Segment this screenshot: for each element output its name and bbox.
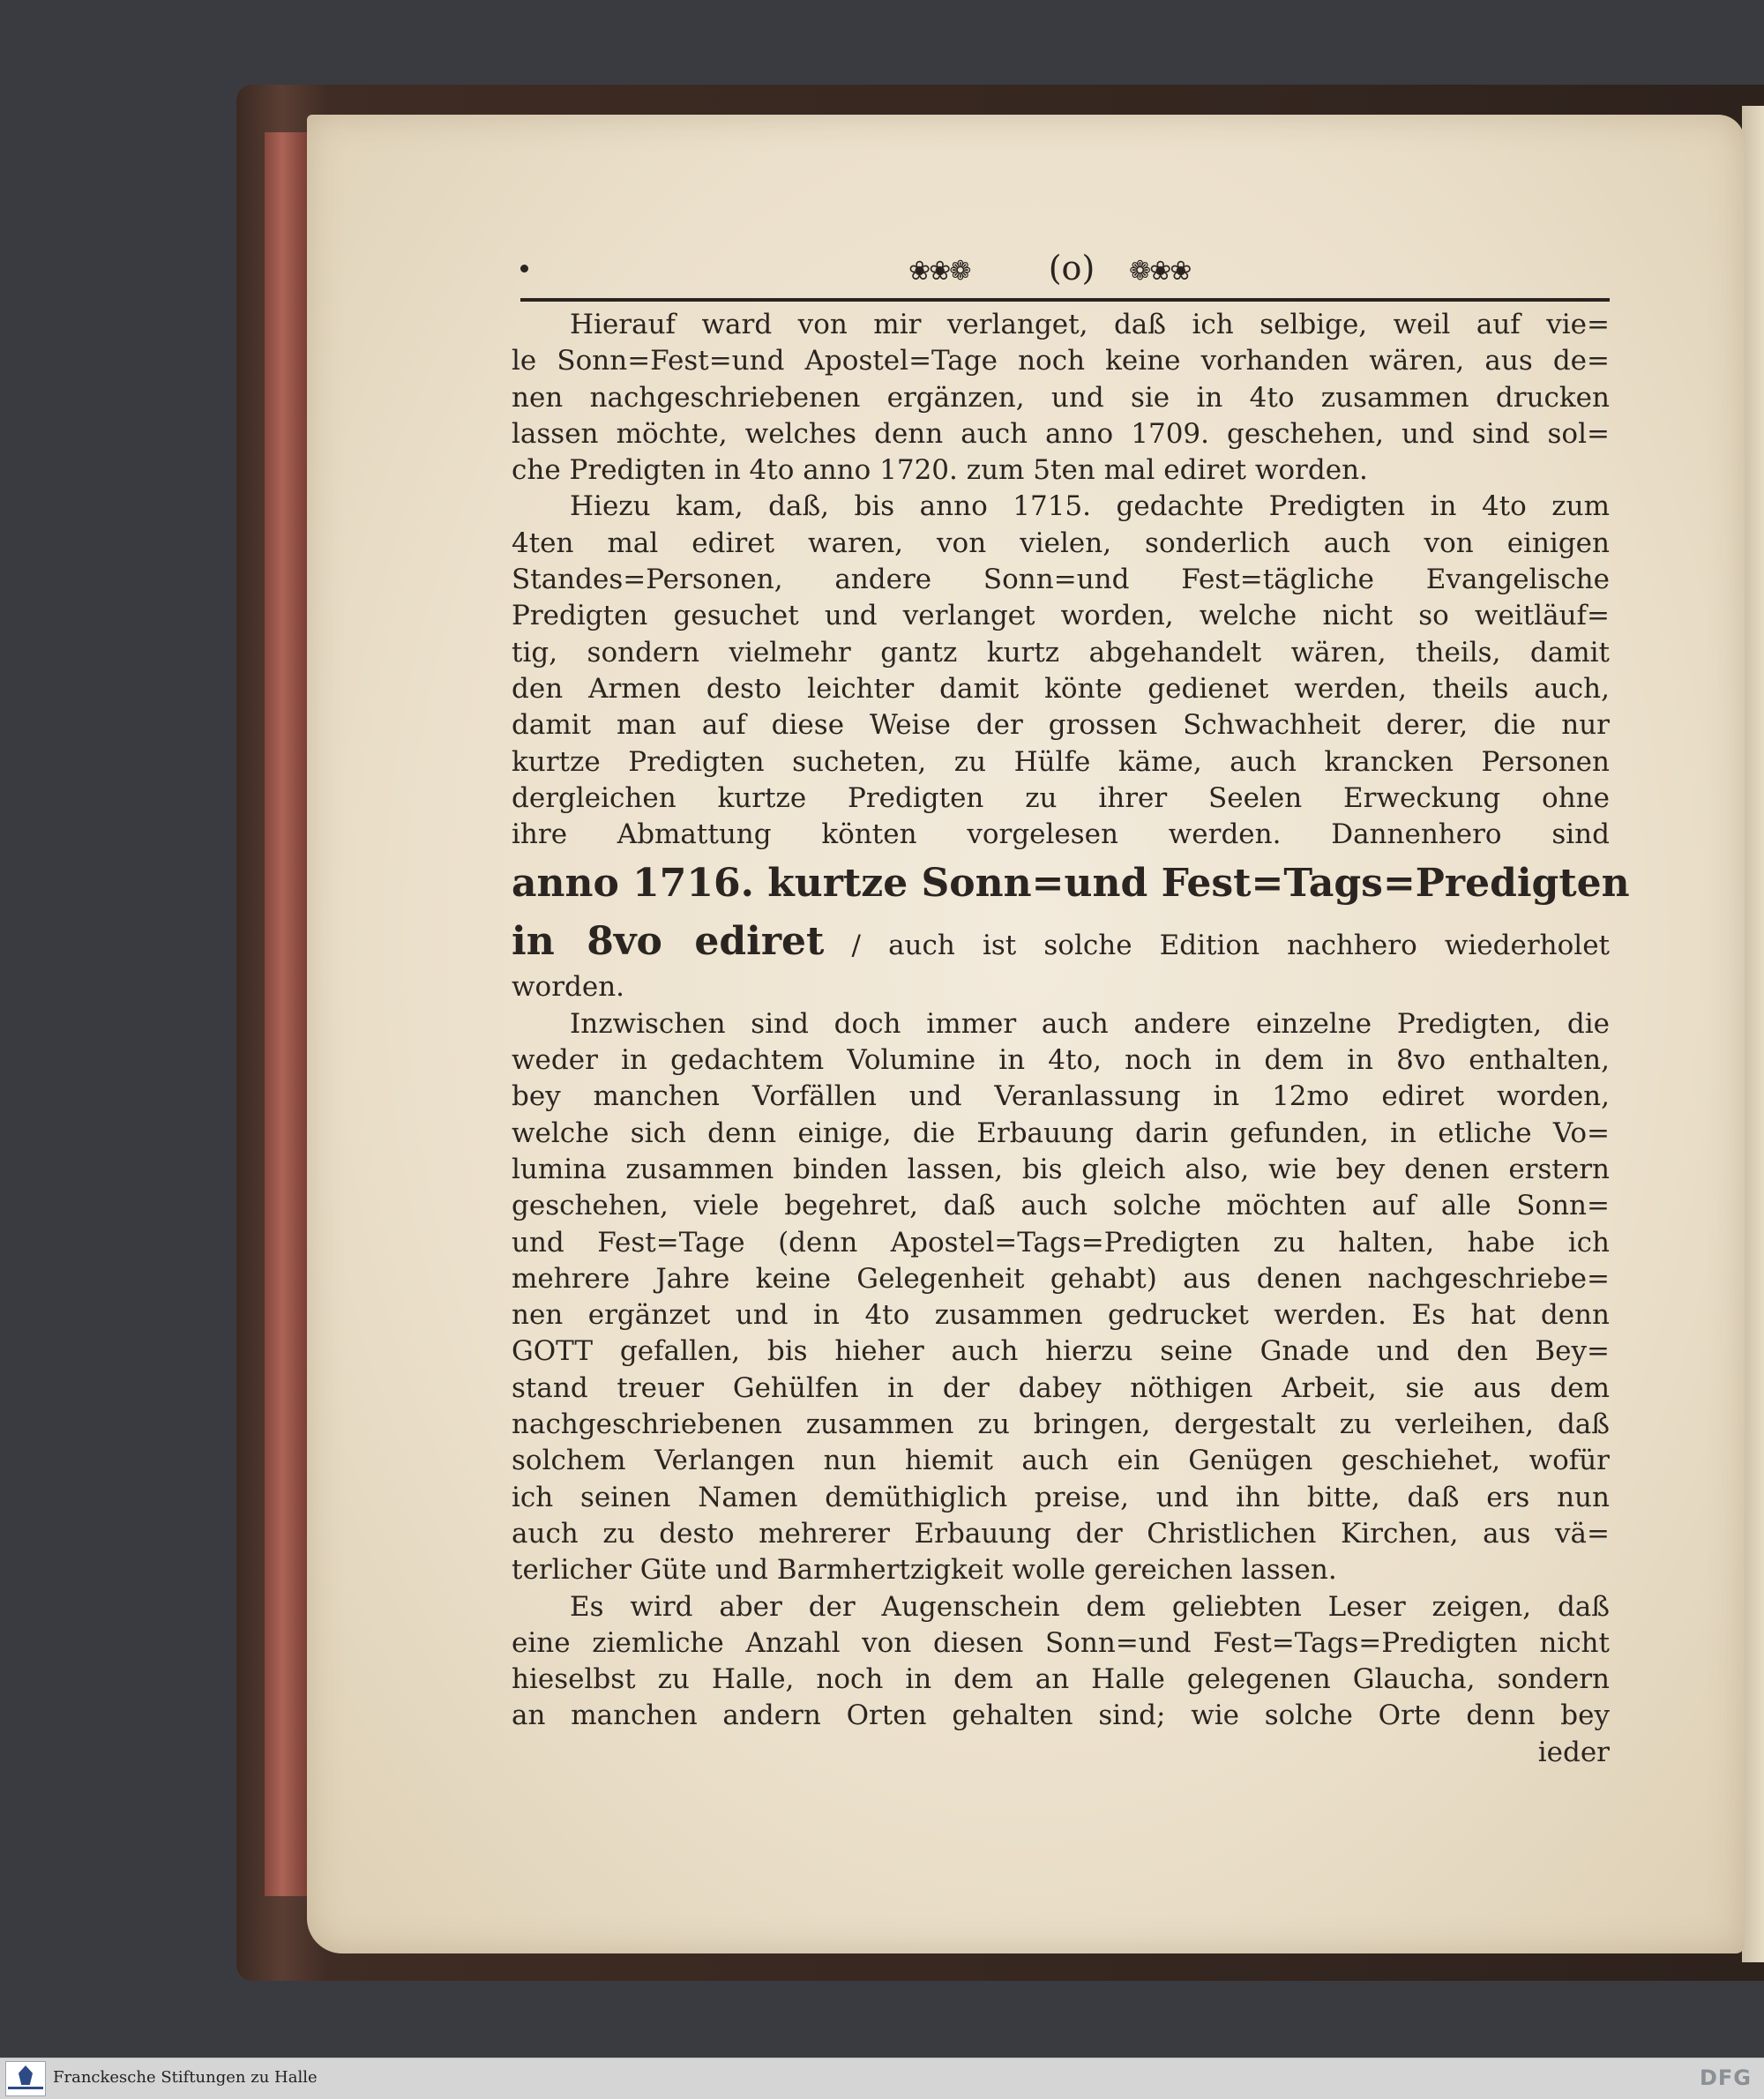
text-line: lassen möchte, welches denn auch anno 1709. geschehen, und sind sol= (512, 417, 1610, 450)
text-line-large: anno 1716. kurtze Sonn=und Fest=Tags=Predigten (512, 861, 1630, 907)
logo-caption-strip (8, 2087, 43, 2089)
text-line: kurtze Predigten sucheten, zu Hülfe käme, auch krancken Personen (512, 745, 1610, 778)
text-line: solchem Verlangen nun hiemit auch ein Genügen geschiehet, wofür (512, 1445, 1610, 1477)
text-line: nen nachgeschriebenen ergänzen, und sie in 4to zusammen drucken (512, 381, 1610, 414)
text-line: auch zu desto mehrerer Erbauung der Christlichen Kirchen, aus vä= (512, 1517, 1610, 1550)
text-line: mehrere Jahre keine Gelegenheit gehabt) aus denen nachgeschriebe= (512, 1262, 1610, 1295)
text-line: Hiezu kam, daß, bis anno 1715. gedachte Predigten in 4to zum (570, 490, 1610, 523)
text-line: Predigten gesuchet und verlanget worden, welche nicht so weitläuf= (512, 600, 1610, 632)
text-line: eine ziemliche Anzahl von diesen Sonn=und Fest=Tags=Predigten nicht (512, 1626, 1610, 1659)
text-line: GOTT gefallen, bis hieher auch hierzu seine Gnade und den Bey= (512, 1335, 1610, 1368)
text-line: stand treuer Gehülfen in der dabey nöthigen Arbeit, sie aus dem (512, 1371, 1610, 1404)
text-line: welche sich denn einige, die Erbauung darin gefunden, in etliche Vo= (512, 1117, 1610, 1149)
text-line: Standes=Personen, andere Sonn=und Fest=tägliche Evangelische (512, 564, 1610, 596)
text-line: an manchen andern Orten gehalten sind; wie solche Orte denn bey (512, 1699, 1610, 1732)
text-fragment: / auch ist solche Edition nachhero wiederholet (851, 930, 1610, 962)
text-line: damit man auf diese Weise der grossen Schwachheit derer, die nur (512, 709, 1610, 742)
text-line: dergleichen kurtze Predigten zu ihrer Seelen Erweckung ohne (512, 781, 1610, 814)
header-rule (520, 298, 1610, 302)
ornament-left-icon: ❀❀❁ (908, 256, 970, 287)
text-line: 4ten mal ediret waren, von vielen, sonderlich auch von einigen (512, 527, 1610, 559)
cover-edge-marbling (265, 132, 309, 1896)
text-line: ihre Abmattung könten vorgelesen werden. Dannenhero sind (512, 818, 1610, 851)
text-large-fragment: in 8vo ediret (512, 919, 825, 965)
logo-glyph (19, 2065, 33, 2085)
text-line: hieselbst zu Halle, noch in dem an Halle gelegenen Glaucha, sondern (512, 1663, 1610, 1696)
institution-logo-icon (5, 2061, 46, 2096)
text-line: nen ergänzet und in 4to zusammen gedrucket werden. Es hat denn (512, 1299, 1610, 1332)
text-line: ich seinen Namen demüthiglich preise, und ihn bitte, daß ers nun (512, 1481, 1610, 1513)
text-line: terlicher Güte und Barmhertzigkeit wolle gereichen lassen. (512, 1554, 1337, 1587)
text-line: le Sonn=Fest=und Apostel=Tage noch keine vorhanden wären, aus de= (512, 345, 1610, 377)
text-line: Es wird aber der Augenschein dem geliebten Leser zeigen, daß (570, 1590, 1610, 1623)
text-line: geschehen, viele begehret, daß auch solche möchten auf alle Sonn= (512, 1190, 1610, 1222)
institution-name: Franckesche Stiftungen zu Halle (53, 2068, 318, 2087)
text-line: tig, sondern vielmehr gantz kurtz abgehandelt wären, theils, damit (512, 636, 1610, 669)
text-line: worden. (512, 971, 625, 1004)
text-line: che Predigten in 4to anno 1720. zum 5ten mal ediret worden. (512, 454, 1368, 487)
text-line: weder in gedachtem Volumine in 4to, noch in dem in 8vo enthalten, (512, 1044, 1610, 1077)
page-header (520, 249, 1610, 291)
text-line: nachgeschriebenen zusammen zu bringen, dergestalt zu verleihen, daß (512, 1408, 1610, 1441)
text-line: Inzwischen sind doch immer auch andere einzelne Predigten, die (570, 1007, 1610, 1040)
page-number: (o) (1048, 249, 1095, 288)
text-line: bey manchen Vorfällen und Veranlassung in 12mo ediret worden, (512, 1080, 1610, 1113)
text-line-mixed (512, 915, 1610, 969)
text-line: und Fest=Tage (denn Apostel=Tags=Predigten zu halten, habe ich (512, 1226, 1610, 1259)
text-line: den Armen desto leichter damit könte gedienet werden, theils auch, (512, 672, 1610, 705)
ornament-right-icon: ❁❀❀ (1129, 256, 1191, 287)
text-line: lumina zusammen binden lassen, bis gleich also, wie bey denen erstern (512, 1153, 1610, 1185)
viewer-footer (0, 2058, 1764, 2099)
text-line: Hierauf ward von mir verlanget, daß ich selbige, weil auf vie= (570, 309, 1610, 340)
catchword: ieder (1537, 1736, 1610, 1768)
body-text (512, 307, 1630, 1771)
dfg-logo: DFG (1699, 2065, 1752, 2090)
facing-page-edge (1742, 106, 1764, 1962)
header-dot (520, 265, 528, 273)
